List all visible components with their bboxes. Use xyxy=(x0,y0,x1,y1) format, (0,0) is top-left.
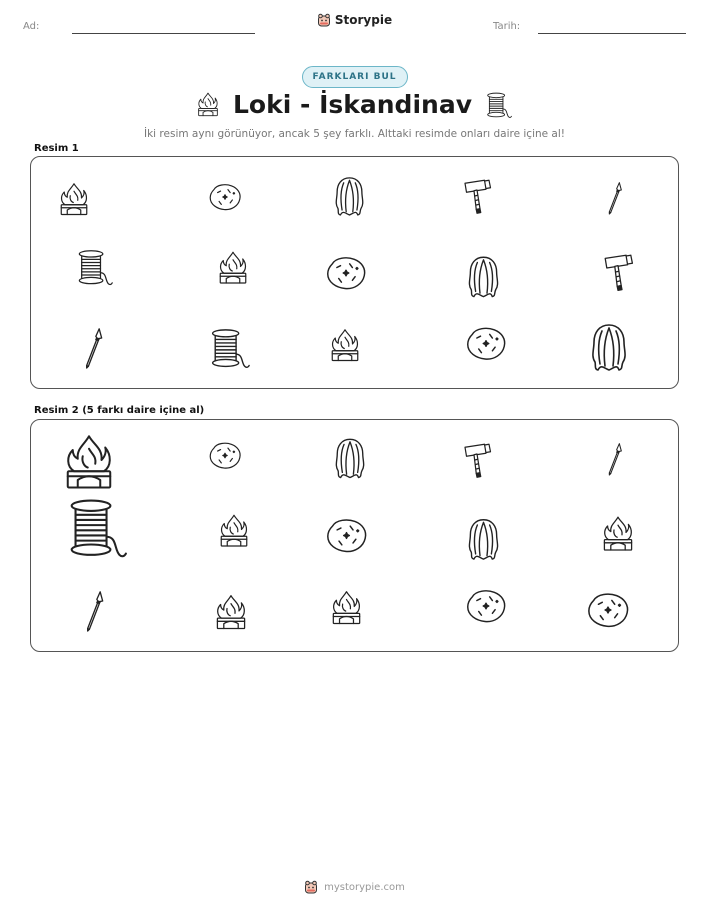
forge-icon[interactable] xyxy=(602,512,634,556)
spear-icon[interactable] xyxy=(81,586,106,636)
rock-icon xyxy=(325,254,367,292)
forge-icon xyxy=(59,178,89,221)
footer xyxy=(0,880,709,894)
rock-icon[interactable] xyxy=(465,586,507,626)
brand-logo xyxy=(0,13,709,27)
hair-icon[interactable] xyxy=(466,514,501,564)
picture2-label: Resim 2 (5 farkı daire içine al) xyxy=(34,405,205,416)
forge-icon[interactable] xyxy=(219,508,249,554)
spear-icon xyxy=(604,174,624,222)
forge-icon[interactable] xyxy=(64,431,114,494)
hair-icon xyxy=(333,172,366,220)
title-forge-icon xyxy=(197,92,219,118)
rock-icon[interactable] xyxy=(325,516,368,555)
hammer-icon xyxy=(602,248,634,296)
rock-icon[interactable] xyxy=(586,590,630,630)
rock-icon[interactable] xyxy=(208,436,242,475)
hammer-icon[interactable] xyxy=(462,436,492,484)
picture1-label: Resim 1 xyxy=(34,143,79,154)
date-line[interactable] xyxy=(538,33,686,34)
forge-icon xyxy=(330,323,360,368)
rock-icon xyxy=(208,178,242,216)
name-line[interactable] xyxy=(72,33,255,34)
name-label: Ad: xyxy=(23,21,40,32)
picture1-panel xyxy=(30,156,679,389)
date-label: Tarih: xyxy=(493,21,521,32)
page-title: Loki - İskandinav xyxy=(233,90,472,119)
brand-name: Storypie xyxy=(334,13,393,27)
hair-icon xyxy=(588,322,630,372)
storypie-footer-icon xyxy=(304,880,318,894)
instructions: İki resim aynı görünüyor, ancak 5 şey farklı. Alttaki resimde onları daire içine al! xyxy=(144,128,565,140)
hair-icon[interactable] xyxy=(333,434,367,482)
forge-icon xyxy=(218,245,248,291)
spear-icon xyxy=(80,323,105,373)
picture2-panel[interactable] xyxy=(30,419,679,652)
spear-icon[interactable] xyxy=(604,435,624,483)
forge-icon[interactable] xyxy=(215,589,247,636)
title-thread-spool-icon xyxy=(486,92,512,118)
activity-badge: FARKLARI BUL xyxy=(302,66,408,88)
hammer-icon xyxy=(462,172,492,220)
thread-spool-icon xyxy=(77,246,113,290)
thread-spool-icon xyxy=(210,326,250,372)
storypie-mascot-icon xyxy=(317,13,331,27)
rock-icon xyxy=(465,324,507,363)
footer-url: mystorypie.com xyxy=(324,881,405,893)
hair-icon xyxy=(466,252,501,301)
thread-spool-icon[interactable] xyxy=(65,498,130,560)
forge-icon[interactable] xyxy=(331,585,362,631)
